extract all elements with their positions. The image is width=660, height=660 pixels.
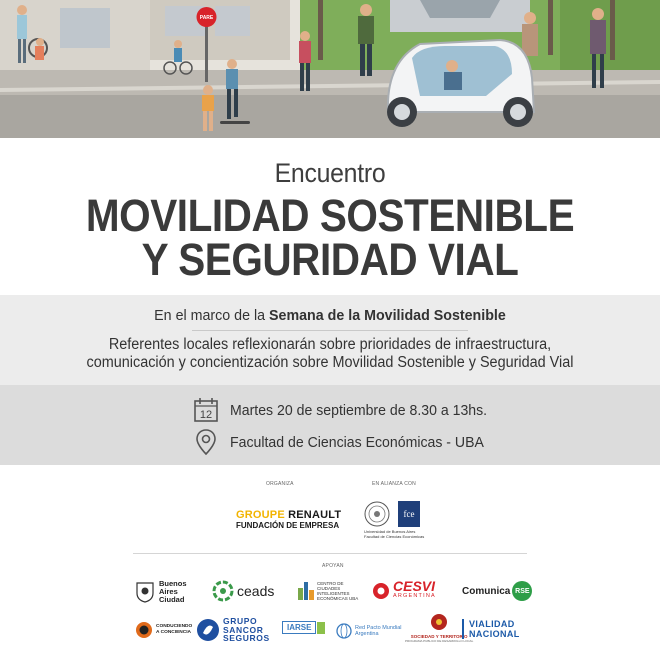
centro-text-4: ECONÓMICAS UBA — [317, 596, 359, 601]
description-band — [0, 295, 660, 385]
centro-text-2: CIUDADES — [317, 586, 341, 591]
description-line-2: comunicación y concientización sobre Movilidad Sostenible y Seguridad Vial — [86, 354, 574, 371]
renault-name-b: RENAULT — [284, 509, 342, 521]
ba-text-2: Aires — [159, 587, 178, 596]
ba-text-3: Ciudad — [159, 595, 185, 604]
conduciendo-conciencia-logo — [135, 621, 192, 639]
fce-badge-text: fce — [403, 509, 415, 519]
fce-badge-icon — [398, 501, 420, 527]
groupe-renault-logo — [236, 509, 341, 530]
vialidad-text-1: VIALIDAD — [469, 619, 515, 629]
alianza-label: EN ALIANZA CON — [372, 481, 416, 487]
event-title-line-1: MOVILIDAD SOSTENIBLE — [85, 190, 575, 241]
sancor-text-1: GRUPO — [223, 616, 258, 626]
steering-wheel-icon — [135, 621, 153, 639]
comunica-text: Comunica — [462, 585, 511, 597]
ceads-text: ceads — [237, 583, 275, 599]
uba-line-1: Universidad de Buenos Aires — [364, 529, 416, 534]
renault-name-a: GROUPE — [236, 509, 285, 521]
city-buildings-icon — [298, 582, 314, 600]
uba-fce-logo — [364, 501, 424, 539]
ba-text-1: Buenos — [159, 579, 187, 588]
sponsors-section — [0, 465, 660, 660]
sponsors-divider — [133, 553, 527, 554]
hero-illustration — [0, 0, 660, 138]
date-row — [192, 397, 504, 423]
event-venue: Facultad de Ciencias Económicas - UBA — [230, 433, 484, 451]
sancor-text-3: SEGUROS — [223, 633, 270, 643]
cesvi-text: CESVI — [393, 578, 436, 594]
centro-text-3: INTELIGENTES — [317, 591, 350, 596]
red-pacto-mundial-logo — [336, 623, 401, 639]
apoyan-label: APOYAN — [322, 563, 344, 569]
framework-highlight: Semana de la Movilidad Sostenible — [269, 307, 506, 324]
vialidad-text-2: NACIONAL — [469, 629, 520, 639]
cesvi-sub: ARGENTINA — [393, 593, 436, 599]
event-title-prefix: Encuentro — [274, 158, 386, 188]
iarse-logo — [282, 621, 325, 634]
framework-prefix: En el marco de la — [154, 307, 270, 324]
renault-subtitle: FUNDACIÓN DE EMPRESA — [236, 521, 340, 530]
centro-ciudades-logo — [298, 581, 358, 601]
street-scene-illustration — [0, 0, 660, 138]
comunica-rse-logo — [462, 581, 532, 601]
stop-sign-text: PARE — [199, 15, 214, 21]
details-band — [0, 385, 660, 465]
ba-shield-icon — [135, 581, 155, 603]
framework-text — [17, 307, 644, 324]
buenos-aires-ciudad-logo — [135, 580, 187, 604]
centro-text-1: CENTRO DE — [317, 581, 344, 586]
conduciendo-text-1: CONDUCIENDO — [156, 624, 193, 629]
description-line-1: Referentes locales reflexionarán sobre prioridades de infraestructura, — [108, 336, 552, 353]
iarse-text: IARSE — [282, 621, 316, 634]
uba-line-2: Facultad de Ciencias Económicas — [364, 534, 425, 539]
cesvi-wheel-icon — [372, 582, 390, 600]
vialidad-nacional-logo — [462, 619, 520, 639]
sancor-swirl-icon — [196, 618, 220, 642]
rse-badge: RSE — [512, 581, 532, 601]
conduciendo-text-2: A CONCIENCIA — [156, 630, 191, 635]
cesvi-logo — [372, 578, 436, 601]
red-text-2: Argentina — [355, 631, 379, 637]
uba-seal-icon — [364, 501, 390, 527]
location-pin-icon — [192, 428, 220, 456]
event-date: Martes 20 de septiembre de 8.30 a 13hs. — [230, 401, 488, 419]
event-title-block — [0, 138, 660, 295]
calendar-day: 12 — [199, 409, 213, 421]
organiza-label: ORGANIZA — [266, 481, 294, 487]
sociedad-text-2: PROGRAMA PUBLICO DE DESARROLLO LOCAL — [405, 639, 474, 643]
calendar-icon — [192, 396, 220, 424]
sociedad-text-1: SOCIEDAD Y TERRITORIO — [410, 634, 468, 639]
ceads-leaf-icon — [212, 580, 234, 602]
divider — [192, 330, 468, 331]
globe-icon — [336, 623, 352, 639]
ceads-logo — [212, 580, 274, 602]
event-title-line-2: Y SEGURIDAD VIAL — [141, 234, 519, 285]
red-text-1: Red Pacto Mundial — [355, 624, 402, 631]
sancor-text-2: SANCOR — [223, 624, 264, 635]
grupo-sancor-seguros-logo — [196, 617, 270, 643]
venue-row — [192, 429, 500, 455]
event-description — [23, 336, 637, 372]
flower-emblem-icon — [430, 613, 448, 631]
